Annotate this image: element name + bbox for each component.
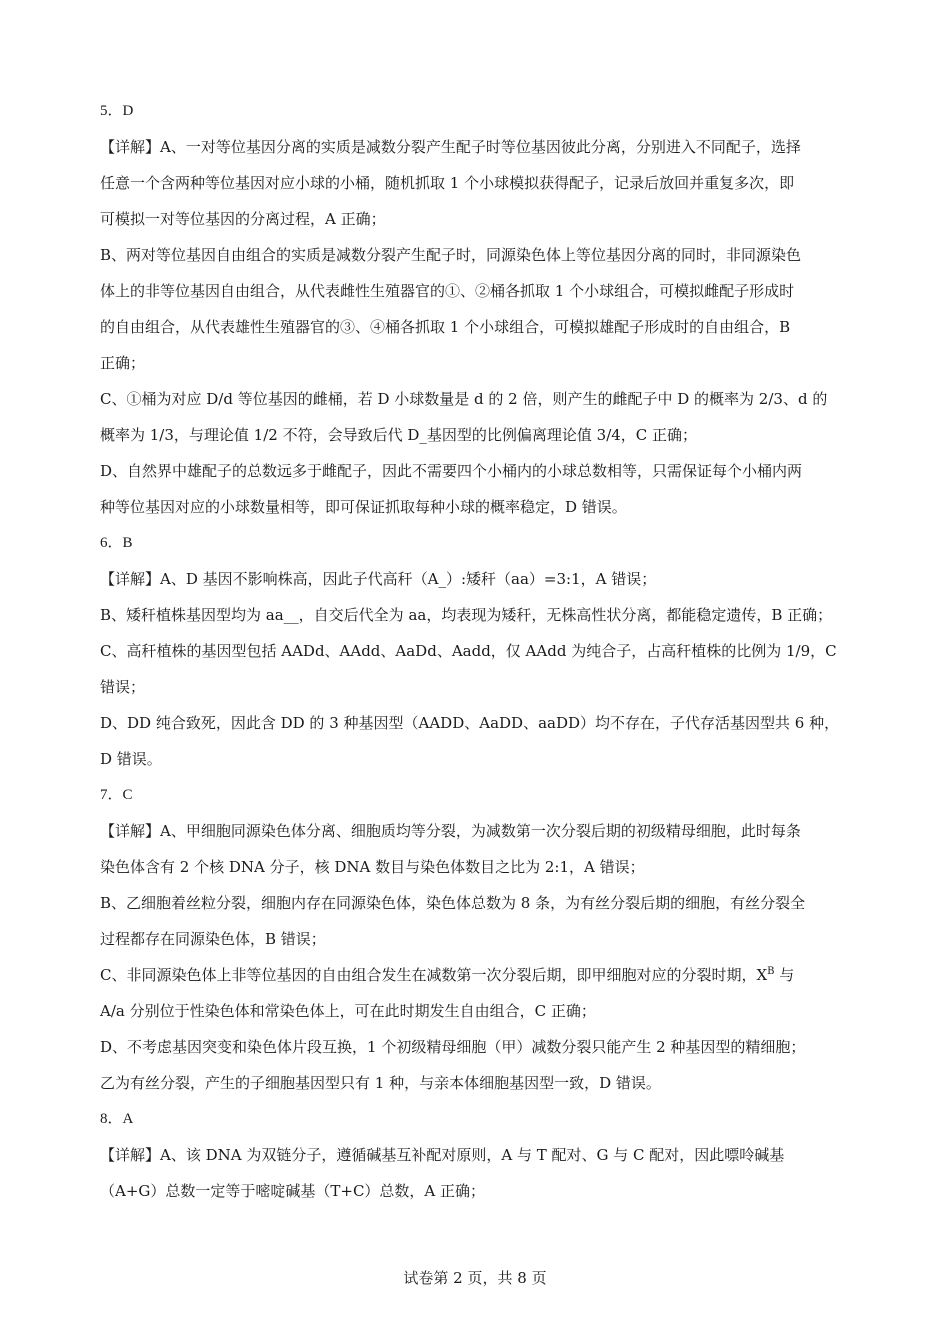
explanation-line: 种等位基因对应的小球数量相等，即可保证抓取每种小球的概率稳定，D 错误。 (100, 498, 627, 516)
answer-number: 8．A (100, 1111, 134, 1127)
superscript: B (767, 966, 775, 977)
explanation-line: A/a 分别位于性染色体和常染色体上，可在此时期发生自由组合，C 正确； (100, 1002, 596, 1020)
explanation-line (100, 965, 794, 985)
explanation-line: D 错误。 (100, 750, 162, 768)
explanation-line: 正确； (100, 354, 146, 372)
answer-number: 6．B (100, 535, 133, 551)
explanation-line: B、两对等位基因自由组合的实质是减数分裂产生配子时，同源染色体上等位基因分离的同时，非同源染色 (100, 246, 802, 264)
explanation-line: 体上的非等位基因自由组合，从代表雌性生殖器官的①、②桶各抓取 1 个小球组合，可模拟雌配子形成时 (100, 282, 795, 300)
explanation-line: 【详解】A、一对等位基因分离的实质是减数分裂产生配子时等位基因彼此分离，分别进入不同配子，选择 (100, 138, 801, 156)
explanation-line: 【详解】A、甲细胞同源染色体分离、细胞质均等分裂，为减数第一次分裂后期的初级精母细胞，此时每条 (100, 822, 801, 840)
explanation-line: B、矮秆植株基因型均为 aa__，自交后代全为 aa，均表现为矮秆，无株高性状分离，都能稳定遗传，B 正确； (100, 606, 833, 624)
page-footer: 试卷第 2 页，共 8 页 (403, 1269, 547, 1287)
explanation-line: 的自由组合，从代表雄性生殖器官的③、④桶各抓取 1 个小球组合，可模拟雄配子形成时的自由组合，B (100, 318, 791, 336)
explanation-line: 过程都存在同源染色体，B 错误； (100, 930, 326, 948)
text-segment: C、非同源染色体上非等位基因的自由组合发生在减数第一次分裂后期，即甲细胞对应的分裂时期，X (100, 966, 768, 984)
explanation-line: 可模拟一对等位基因的分离过程，A 正确； (100, 210, 386, 228)
explanation-line: C、①桶为对应 D/d 等位基因的雌桶，若 D 小球数量是 d 的 2 倍，则产生的雌配子中 D 的概率为 2/3、d 的 (100, 390, 828, 408)
explanation-line: D、不考虑基因突变和染色体片段互换，1 个初级精母细胞（甲）减数分裂只能产生 2 种基因型的精细胞； (100, 1038, 806, 1056)
explanation-line: 【详解】A、D 基因不影响株高，因此子代高秆（A_）:矮秆（aa）=3:1，A 错误； (100, 570, 657, 588)
explanation-line: D、自然界中雄配子的总数远多于雌配子，因此不需要四个小桶内的小球总数相等，只需保证每个小桶内两 (100, 462, 803, 480)
answer-number: 7．C (100, 787, 133, 803)
explanation-line: 乙为有丝分裂，产生的子细胞基因型只有 1 种，与亲本体细胞基因型一致，D 错误。 (100, 1074, 661, 1092)
answer-number: 5．D (100, 103, 134, 119)
explanation-line: 任意一个含两种等位基因对应小球的小桶，随机抓取 1 个小球模拟获得配子，记录后放回并重复多次，即 (100, 174, 795, 192)
explanation-line: （A+G）总数一定等于嘧啶碱基（T+C）总数，A 正确； (100, 1182, 486, 1200)
explanation-line: 概率为 1/3，与理论值 1/2 不符，会导致后代 D_基因型的比例偏离理论值 3/4，C 正确； (100, 426, 698, 444)
explanation-line: 【详解】A、该 DNA 为双链分子，遵循碱基互补配对原则，A 与 T 配对、G 与 C 配对，因此嘌呤碱基 (100, 1146, 785, 1164)
explanation-line: B、乙细胞着丝粒分裂，细胞内存在同源染色体，染色体总数为 8 条，为有丝分裂后期的细胞，有丝分裂全 (100, 894, 806, 912)
explanation-line: 染色体含有 2 个核 DNA 分子，核 DNA 数目与染色体数目之比为 2:1，A 错误； (100, 858, 645, 876)
text-segment: 与 (774, 966, 795, 984)
explanation-line: D、DD 纯合致死，因此含 DD 的 3 种基因型（AADD、AaDD、aaDD）均不存在，子代存活基因型共 6 种， (100, 714, 840, 732)
explanation-line: C、高秆植株的基因型包括 AADd、AAdd、AaDd、Aadd，仅 AAdd 为纯合子，占高秆植株的比例为 1/9，C (100, 642, 837, 660)
explanation-line: 错误； (100, 678, 146, 696)
